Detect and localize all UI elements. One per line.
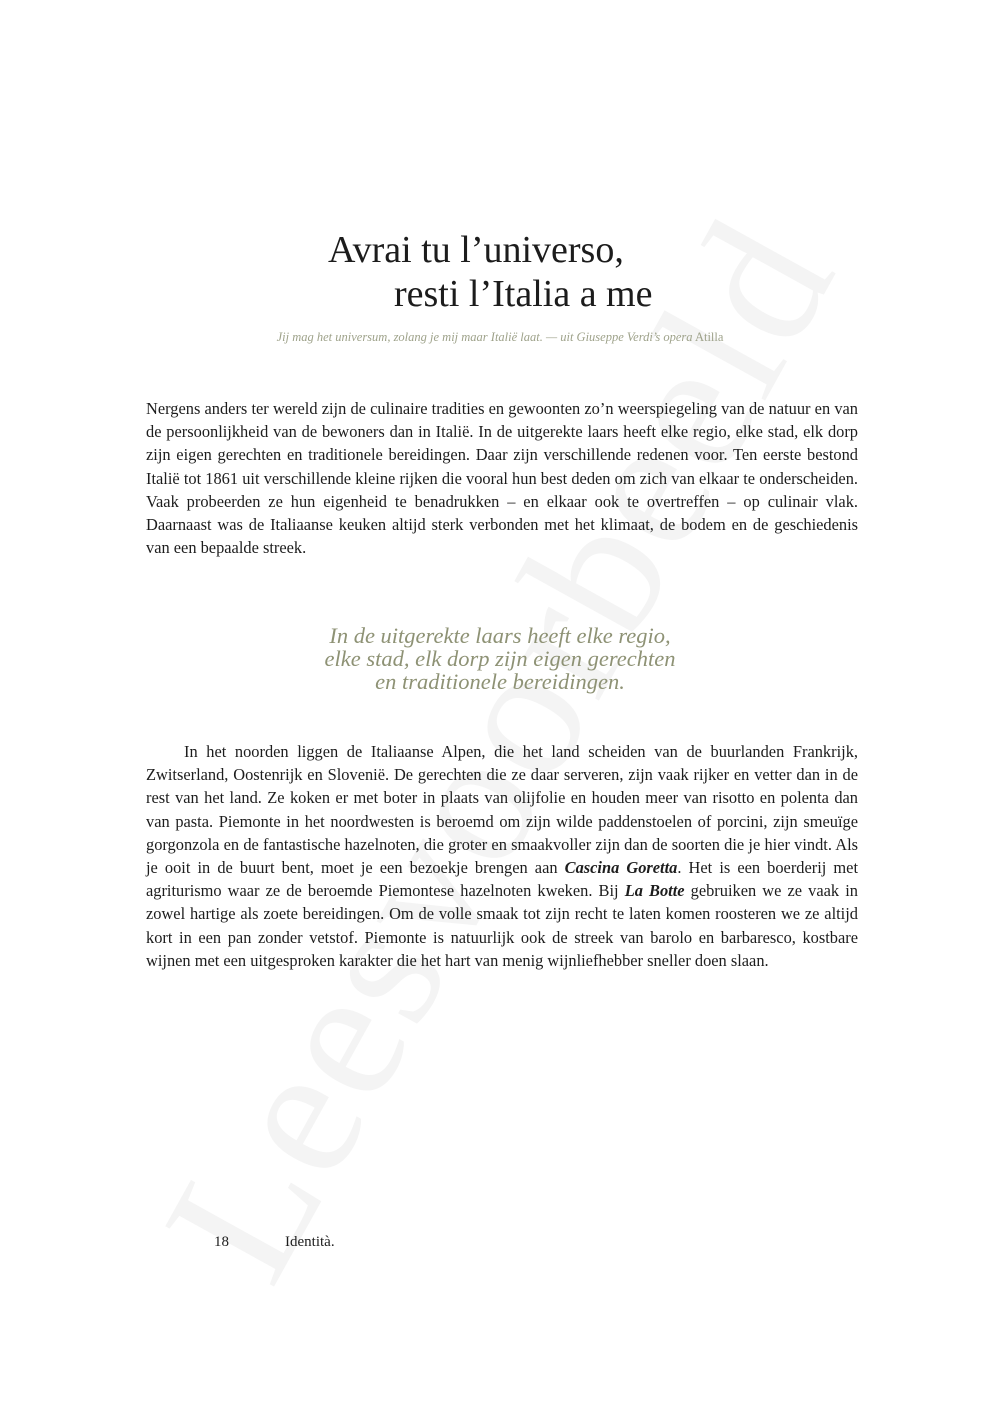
pull-quote-line: In de uitgerekte laars heeft elke regio,	[329, 623, 671, 648]
subtitle-opera-name: Atilla	[692, 330, 724, 344]
title-line-1: Avrai tu l’universo,	[328, 229, 624, 271]
subtitle	[150, 330, 850, 345]
body-paragraph	[146, 740, 858, 972]
pull-quote-line: en traditionele bereidingen.	[375, 669, 625, 694]
body-text: . Het is een boerderij met agriturismo waar ze de beroemde Piemontese hazelnoten kweken. Bij	[146, 858, 858, 901]
page-number: 18	[214, 1234, 229, 1250]
subtitle-translation: Jij mag het universum, zolang je mij maar Italië laat. — uit Giuseppe Verdi’s opera	[276, 330, 693, 344]
title-line-2: resti l’Italia a me	[394, 273, 653, 315]
page-title	[250, 228, 750, 316]
body-text: gebruiken we ze vaak in zowel hartige als zoete bereidingen. Om de volle smaak tot zijn recht te laten komen roosteren we ze altijd kort in een pan zonder vetstof. Piemonte is natuurlijk ook de streek van barolo en barbaresco, kostbare wijnen met een uitgesproken karakter die het hart van menig wijnliefhebber sneller doen slaan.	[146, 881, 858, 970]
restaurant-name-la-botte: La Botte	[624, 881, 685, 901]
section-title: Identità.	[285, 1234, 335, 1250]
body-text: In het noorden liggen de Italiaanse Alpen, die het land scheiden van de buurlanden Frankrijk, Zwitserland, Oostenrijk en Slovenië. De gerechten die ze daar serveren, zijn vaak rijker en vetter dan in de rest van het land. Ze koken er met boter in plaats van olijfolie en houden meer van risotto en polenta dan van pasta. Piemonte in het noordwesten is beroemd om zijn wilde paddenstoelen of porcini, zijn smeuïge gorgonzola en de fantastische hazelnoten, die groter en smaakvoller zijn dan de soorten die je hier vindt. Als je ooit in de buurt bent, moet je een bezoekje brengen aan	[146, 742, 858, 878]
intro-paragraph: Nergens anders ter wereld zijn de culinaire tradities en gewoonten zo’n weerspiegeling van de natuur en van de persoonlijkheid van de bewoners dan in Italië. In de uitgerekte laars heeft elke regio, elke stad, elk dorp zijn eigen gerechten en traditionele bereidingen. Daar zijn verschillende redenen voor. Ten eerste bestond Italië tot 1861 uit verschillende kleine rijken die vooral hun best deden om zich van elkaar te onderscheiden. Vaak probeerden ze hun eigenheid te benadrukken – en elkaar ook te overtreffen – op culinair vlak. Daarnaast was de Italiaanse keuken altijd sterk verbonden met het klimaat, de bodem en de geschiedenis van een bepaalde streek.	[146, 399, 858, 558]
pull-quote-line: elke stad, elk dorp zijn eigen gerechten	[324, 646, 676, 671]
pull-quote	[200, 624, 800, 693]
place-name-cascina-goretta: Cascina Goretta	[564, 858, 678, 878]
